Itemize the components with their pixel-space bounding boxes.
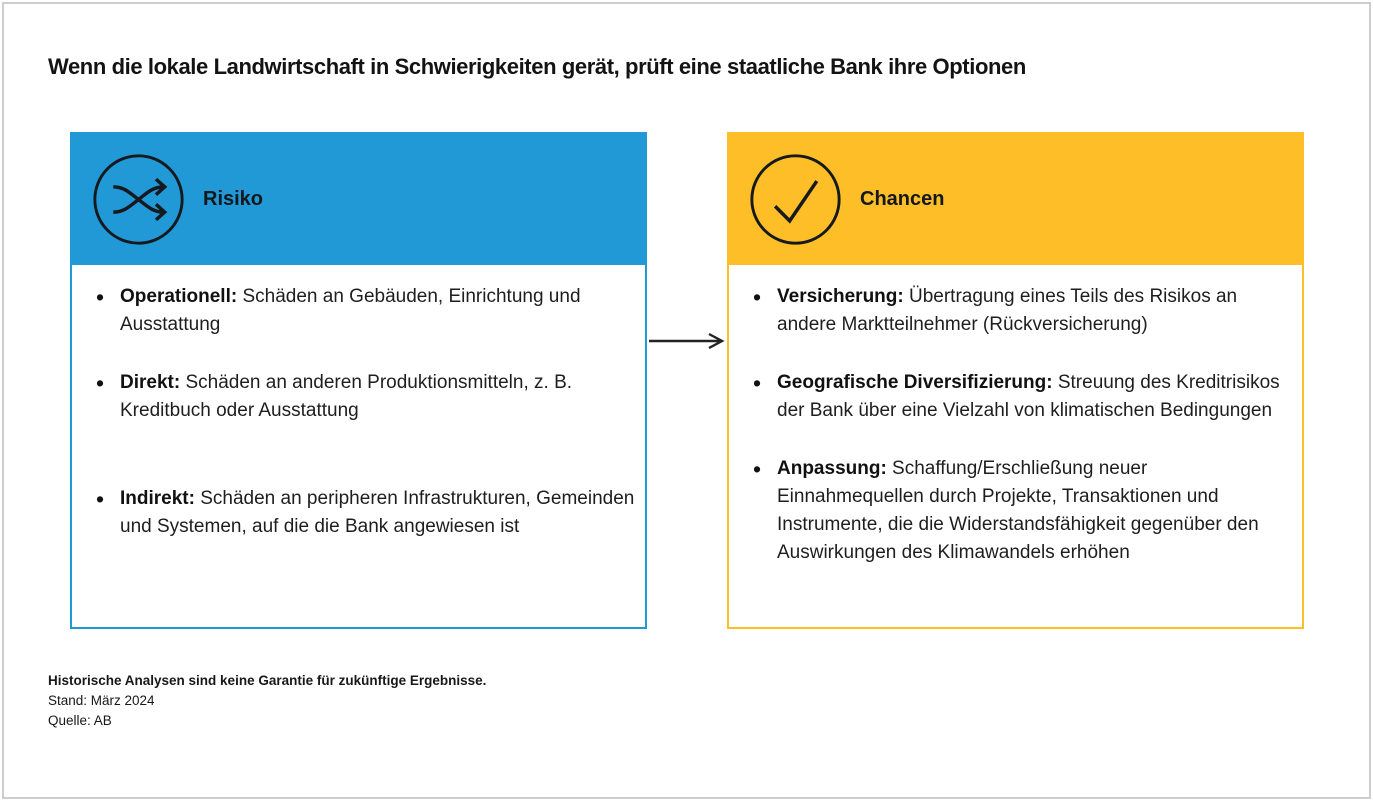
bullet-desc: Schäden an anderen Produktionsmitteln, z. B. Kreditbuch oder Ausstattung (120, 372, 573, 421)
footnote-source: Quelle: AB (48, 713, 112, 728)
opportunity-panel-label: Chancen (860, 188, 945, 210)
opportunity-panel (727, 132, 1304, 629)
risk-panel-body (72, 265, 645, 541)
page-title: Wenn die lokale Landwirtschaft in Schwierigkeiten gerät, prüft eine staatliche Bank ihre Optionen (48, 54, 1026, 79)
opportunity-panel-body (729, 265, 1302, 567)
footnote-as-of-date: Stand: März 2024 (48, 693, 155, 708)
bullet-desc: Übertragung eines Teils des Risikos an andere Marktteilnehmer (Rückversicherung) (777, 286, 1238, 335)
risk-panel-label: Risiko (203, 188, 264, 210)
risk-panel-header (72, 134, 645, 265)
bullet-term: Direkt: (120, 372, 181, 393)
bullet-term: Operationell: (120, 286, 238, 307)
bullet-term: Versicherung: (777, 286, 904, 307)
footnote-block (48, 671, 486, 731)
bullet-desc: Streuung des Kreditrisikos der Bank über eine Vielzahl von klimatischen Bedingungen (777, 372, 1280, 421)
risk-bullet-list (96, 283, 639, 541)
opportunity-bullet-list (753, 283, 1296, 567)
right-arrow-icon (648, 332, 726, 355)
checkmark-icon (747, 151, 844, 248)
bullet-desc: Schäden an peripheren Infrastrukturen, Gemeinden und Systemen, auf die die Bank angewiesen ist (120, 488, 635, 537)
opportunity-item-adaptation (753, 455, 1296, 567)
opportunity-item-insurance (753, 283, 1296, 339)
risk-panel (70, 132, 647, 629)
risk-item-direct (96, 369, 639, 425)
shuffle-arrows-icon (90, 151, 187, 248)
risk-item-operational (96, 283, 639, 339)
risk-item-indirect (96, 485, 639, 541)
footnote-disclaimer: Historische Analysen sind keine Garantie für zukünftige Ergebnisse. (48, 673, 487, 688)
bullet-term: Geografische Diversifizierung: (777, 372, 1053, 393)
opportunity-item-diversification (753, 369, 1296, 425)
bullet-term: Anpassung: (777, 458, 887, 479)
bullet-desc: Schäden an Gebäuden, Einrichtung und Ausstattung (120, 286, 581, 335)
opportunity-panel-header (729, 134, 1302, 265)
bullet-desc: Schaffung/Erschließung neuer Einnahmequellen durch Projekte, Transaktionen und Instrumente, die die Widerstandsfähigkeit gegenüber den Auswirkungen des Klimawandels erhöhen (777, 458, 1259, 563)
bullet-term: Indirekt: (120, 488, 195, 509)
